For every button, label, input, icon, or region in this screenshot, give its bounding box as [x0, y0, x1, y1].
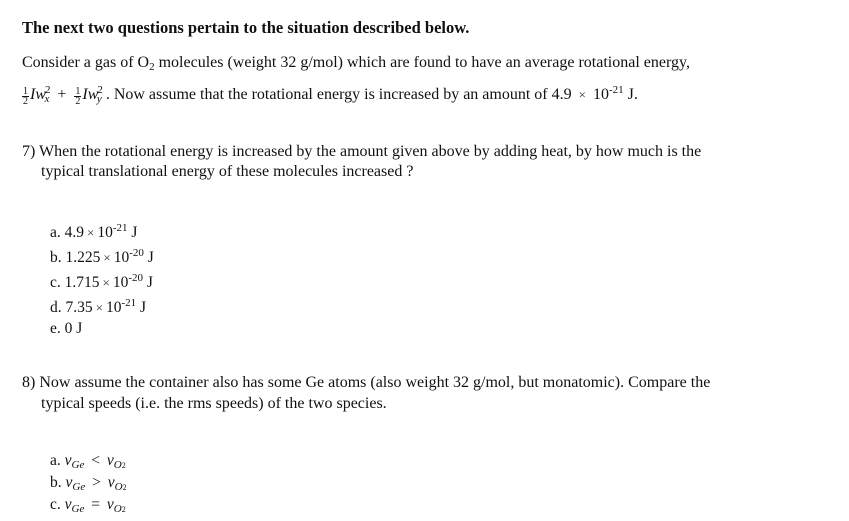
q7-option-a[interactable]: a. $4.9 \times 10^{-21}$ J — [50, 222, 138, 241]
q7-option-b[interactable]: b. $1.225 \times 10^{-20}$ J — [50, 247, 154, 266]
fraction-half-1: $\frac{1}{2}$ — [23, 86, 28, 107]
question-7-line-1: 7) When the rotational energy is increased by the amount given above by adding heat, by how much is the — [22, 143, 702, 160]
intro-title: The next two questions pertain to the situation described below. — [22, 18, 470, 37]
fraction-half-2: $\frac{1}{2}$ — [75, 86, 81, 107]
q7-option-e[interactable]: e. 0 J — [50, 320, 83, 337]
q7-option-d[interactable]: d. $7.35 \times 10^{-21}$ J — [50, 297, 147, 316]
q8-option-c[interactable]: c. $v_{Ge} = v_{O2}$ — [50, 496, 126, 515]
context-line-2: $\frac{1}{2}$ $Iw^2_x$ + $\frac{1}{2}$ $Iw^2_y$ . Now assume that the rotational energy is increased by an amount of $4.9 \times 10^{-21}$ J. — [23, 84, 638, 107]
q8-option-b[interactable]: b. $v_{Ge} > v_{O2}$ — [50, 474, 127, 493]
context-line-1: Consider a gas of $O_2$ molecules (weight 32 g/mol) which are found to have an average rotational energy, — [22, 54, 690, 73]
q7-option-c[interactable]: c. $1.715 \times 10^{-20}$ J — [50, 272, 153, 291]
question-8-line-1: 8) Now assume the container also has some Ge atoms (also weight 32 g/mol, but monatomic). Compare the — [22, 374, 711, 391]
question-7-line-2: typical translational energy of these molecules increased ? — [41, 163, 414, 180]
q8-option-a[interactable]: a. $v_{Ge} < v_{O2}$ — [50, 452, 126, 471]
question-8-line-2: typical speeds (i.e. the rms speeds) of the two species. — [41, 395, 387, 412]
